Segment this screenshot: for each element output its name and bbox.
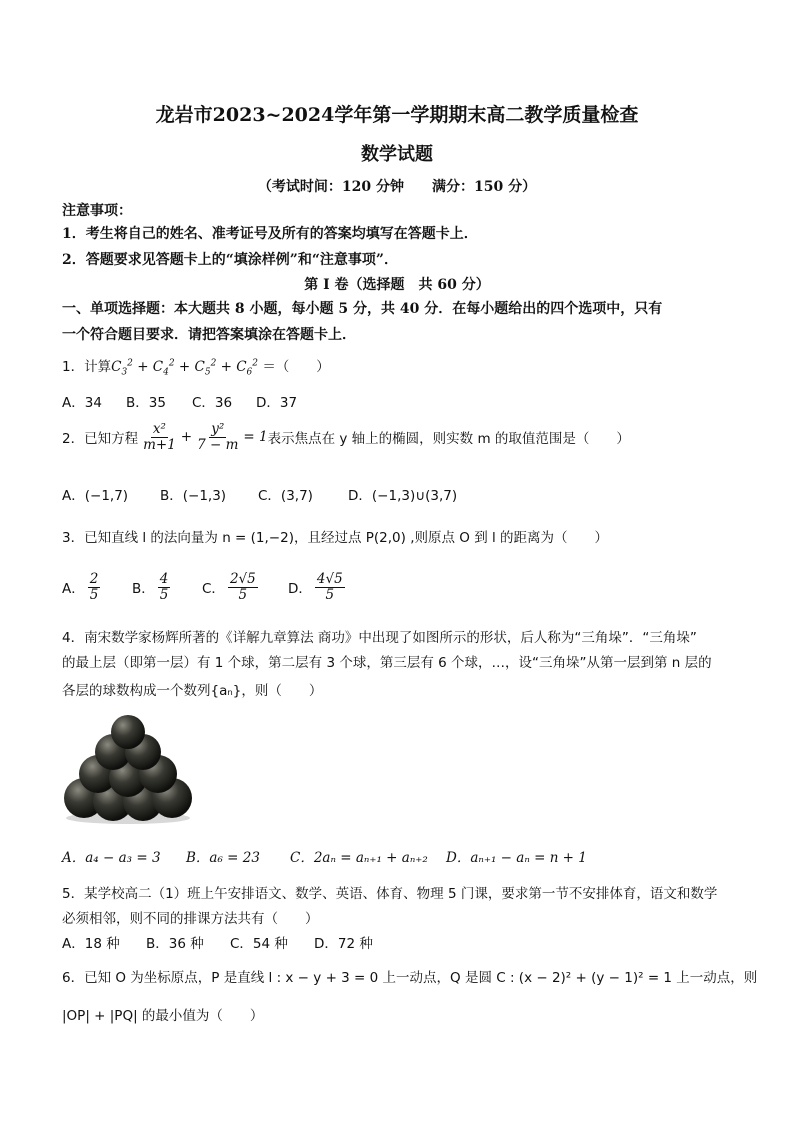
question-6-line2: |OP| + |PQ| 的最小值为（ ） [62,1008,264,1024]
option-b[interactable]: B．(−1,3) [160,488,227,504]
question-5-options [62,932,373,952]
option-d[interactable]: D． $\frac{4√5}{5}$ [288,571,343,603]
question-2-fraction-1: $\frac{\text{x²}}{m+1}$ [143,421,176,453]
question-6-line1: 6．已知 O 为坐标原点，P 是直线 l : x − y + 3 = 0 上一动点，Q 是圆 C : (x − 2)² + (y − 1)² = 1 上一动点，则 [62,970,758,986]
exam-title: 龙岩市2023~2024学年第一学期期末高二教学质量检查 [155,104,639,126]
question-1-options [62,391,297,411]
triangular-pile-figure [62,714,194,826]
option-b[interactable]: B．36 种 [146,936,204,952]
option-d[interactable]: D．37 [256,395,298,411]
option-c[interactable]: C．36 [192,395,233,411]
question-2: 2．已知方程 $\frac{\text{x²}}{m+1}$ + $\frac{\text{y²}}{7 - m}$ = 1 表示焦点在 y 轴上的椭圆，则实数 m 的取值范围是（ ） [62,421,630,453]
option-b[interactable]: B． $\frac{4}{5}$ [132,571,169,603]
question-3: 3．已知直线 l 的法向量为 n = (1,−2)，且经过点 P(2,0) ,则原点 O 到 l 的距离为（ ） [62,530,609,546]
question-5-line1: 5．某学校高二（1）班上午安排语文、数学、英语、体育、物理 5 门课，要求第一节不安排体育，语文和数学 [62,886,718,902]
option-a[interactable]: A．34 [62,395,102,411]
option-d[interactable]: D．72 种 [314,936,373,952]
option-a[interactable]: A． $\frac{2}{5}$ [62,571,99,603]
option-c[interactable]: C．(3,7) [258,488,313,504]
option-d[interactable]: D．aₙ₊₁ − aₙ = n + 1 [446,850,587,866]
question-1-prefix: 1．计算 [62,359,112,375]
notes-item-1: 1．考生将自己的姓名、准考证号及所有的答案均填写在答题卡上． [62,226,478,242]
question-4-line2: 的最上层（即第一层）有 1 个球，第二层有 3 个球，第三层有 6 个球，…，设“三角垛”从第一层到第 n 层的 [62,655,712,671]
question-2-options [62,484,457,504]
question-1-suffix: ＝（ ） [262,359,330,375]
section-instructions-line1: 一、单项选择题：本大题共 8 小题，每小题 5 分，共 40 分．在每小题给出的四个选项中，只有 [62,301,663,317]
part1-title: 第 I 卷（选择题 共 60 分） [304,277,490,293]
question-4-line3: 各层的球数构成一个数列{aₙ}，则（ ） [62,683,323,699]
notes-item-2: 2．答题要求见答题卡上的“填涂样例”和“注意事项”． [62,252,398,268]
question-2-suffix: 表示焦点在 y 轴上的椭圆，则实数 m 的取值范围是（ ） [267,431,630,448]
question-5-line2: 必须相邻，则不同的排课方法共有（ ） [62,911,319,927]
question-1 [62,355,330,378]
exam-info: （考试时间：120 分钟 满分：150 分） [257,179,537,195]
question-2-fraction-2: $\frac{\text{y²}}{7 - m}$ [197,421,239,453]
option-a[interactable]: A．18 种 [62,936,120,952]
question-1-formula: $C_3^2 + C_4^2 + C_5^2 + C_6^2$ [111,358,259,378]
notes-heading: 注意事项： [62,203,132,219]
option-b[interactable]: B．35 [126,395,166,411]
question-4-line1: 4．南宋数学家杨辉所著的《详解九章算法 商功》中出现了如图所示的形状，后人称为“三角垛”．“三角垛” [62,630,697,646]
section-instructions-line2: 一个符合题目要求．请把答案填涂在答题卡上． [62,327,356,343]
option-a[interactable]: A．a₄ − a₃ = 3 [62,850,161,866]
question-2-prefix: 2．已知方程 [62,431,139,448]
option-a[interactable]: A．(−1,7) [62,488,129,504]
option-d[interactable]: D．(−1,3)∪(3,7) [348,488,458,504]
option-b[interactable]: B．a₆ = 23 [186,850,260,866]
question-4-options [62,846,587,866]
exam-subtitle: 数学试题 [361,144,433,165]
question-3-options [62,572,348,603]
option-c[interactable]: C．54 种 [230,936,288,952]
option-c[interactable]: C．2aₙ = aₙ₊₁ + aₙ₊₂ [290,850,428,866]
option-c[interactable]: C． $\frac{2√5}{5}$ [202,571,256,603]
